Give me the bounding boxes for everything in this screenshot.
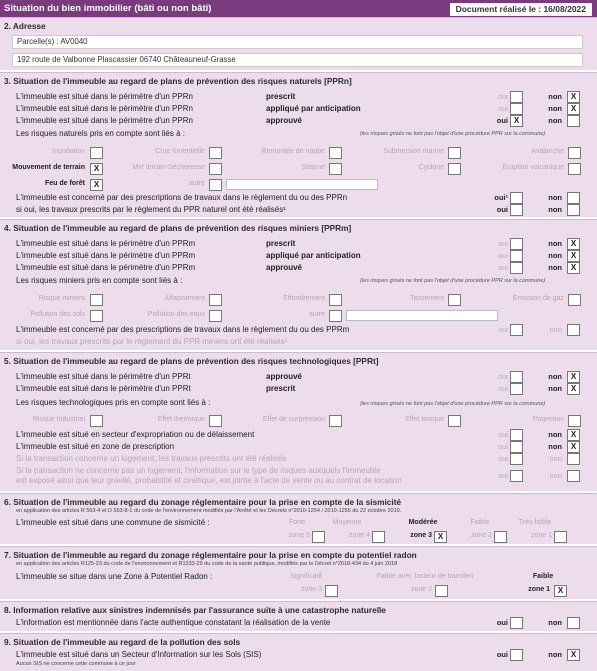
pprn-line-anticipation: L'immeuble est situé dans le périmètre d'un PPRn: [16, 104, 193, 113]
risk-label: Projection: [532, 416, 564, 423]
no-label: non: [548, 251, 562, 260]
section-pprm: [0, 219, 597, 350]
yes-checkbox[interactable]: X: [510, 115, 523, 127]
no-label: non: [549, 471, 562, 480]
expropriation-line: L'immeuble est situé en secteur d'expropriation ou de délaissement: [16, 430, 255, 439]
risk-label: Avalanche: [531, 148, 564, 155]
no-label: non: [548, 92, 562, 101]
risk-checkbox[interactable]: X: [90, 163, 103, 175]
yes-checkbox[interactable]: [510, 649, 523, 661]
no-checkbox[interactable]: X: [567, 649, 580, 661]
works-line: L'immeuble est concerné par des prescriptions de travaux dans le règlement du ou des PPRn: [16, 193, 348, 202]
zone-label: zone 3: [300, 586, 322, 593]
pprt-line-approuve: L'immeuble est situé dans le périmètre d'un PPRt: [16, 372, 191, 381]
risk-label: Séisme: [301, 164, 325, 171]
yes-checkbox[interactable]: [510, 204, 523, 216]
risk-checkbox[interactable]: [568, 415, 581, 427]
pprn-line-prescrit: L'immeuble est situé dans le périmètre d'un PPRn: [16, 92, 193, 101]
risk-checkbox[interactable]: [448, 415, 461, 427]
risk-label: Remontée de nappe: [261, 148, 325, 155]
zone-name: Faible: [470, 519, 490, 526]
section-subtitle: en application des articles R 563-4 et D 563-8-1 du code de l'environnement modifiés par l'Arrêté et les Décrets n°2010-1254 / 2010-1255 du 22 octobre 2010.: [16, 508, 402, 514]
no-checkbox[interactable]: [567, 470, 580, 482]
zone-checkbox[interactable]: X: [434, 531, 447, 543]
zone-checkbox[interactable]: [312, 531, 325, 543]
transaction-non-logement-line: Si la transaction ne concerne pas un logement, l'information sur le type de risques auxquels l'immeuble: [16, 466, 381, 475]
pprn-line-approuve: L'immeuble est situé dans le périmètre d'un PPRn: [16, 116, 193, 125]
risk-label: Eruption volcanique: [502, 164, 564, 171]
section-title: 5. Situation de l'immeuble au regard de plans de prévention des risques technologiques [PPRt]: [4, 356, 379, 366]
risk-checkbox[interactable]: [329, 294, 342, 306]
risk-label: Effet de surpression: [262, 416, 325, 423]
yes-label: oui¹: [494, 193, 508, 202]
document-date: Document réalisé le : 16/08/2022: [449, 2, 593, 17]
pprn-keyword: appliqué par anticipation: [266, 104, 361, 113]
yes-label: oui: [496, 116, 508, 125]
zone-label: zone 2: [470, 532, 492, 539]
pprn-keyword: prescrit: [266, 92, 296, 101]
risk-label: autre: [309, 311, 325, 318]
yes-label: oui: [497, 430, 508, 439]
section-sinistres: [0, 601, 597, 631]
risk-checkbox[interactable]: [209, 294, 222, 306]
zone-label: zone 1: [530, 532, 552, 539]
risk-label: Effondrement: [283, 295, 325, 302]
risks-label: Les risques naturels pris en compte sont liés à :: [16, 129, 185, 138]
yes-label: oui: [497, 251, 508, 260]
transaction-non-logement-line-2: est exposé ainsi que leur gravité, probabilité et cinétique, est jointe à l'acte de vente ou au contrat de location: [16, 476, 402, 485]
risk-label: Cyclone: [418, 164, 444, 171]
pprm-keyword: approuvé: [266, 263, 303, 272]
zone-checkbox[interactable]: [435, 585, 448, 597]
section-title: 7. Situation de l'immeuble au regard du zonage réglementaire pour la prise en compte du potentiel radon: [4, 550, 417, 560]
yes-checkbox[interactable]: [510, 262, 523, 274]
risk-checkbox[interactable]: [90, 294, 103, 306]
sis-note: Aucun SIS ne concerne cette commune à ce jour: [16, 661, 136, 667]
section-radon: [0, 546, 597, 599]
risk-checkbox[interactable]: [568, 163, 581, 175]
risk-checkbox[interactable]: [448, 294, 461, 306]
risk-label-mouvement-terrain: Mouvement de terrain: [12, 164, 85, 171]
no-label: non: [548, 193, 562, 202]
yes-checkbox[interactable]: [510, 617, 523, 629]
no-label: non: [549, 454, 562, 463]
no-checkbox[interactable]: X: [567, 429, 580, 441]
yes-label: oui: [496, 650, 508, 659]
yes-label: oui: [497, 372, 508, 381]
no-label: non: [548, 618, 562, 627]
section-subtitle: en application des articles R125-23 du code de l'environnement et R1333-29 du code de la santé publique, modifiés par le Décret n°2018-434 du 4 juin 2018: [16, 561, 398, 567]
address-field[interactable]: 192 route de Valbonne Plascassier 06740 Châteauneuf-Grasse: [12, 53, 583, 67]
yes-checkbox[interactable]: [510, 238, 523, 250]
zone-name: Faible avec facteur de transfert: [376, 573, 474, 580]
section-address: [0, 17, 597, 70]
risk-label: Emission de gaz: [512, 295, 564, 302]
other-risk-input[interactable]: [346, 310, 498, 321]
no-checkbox[interactable]: [567, 204, 580, 216]
pprm-keyword: prescrit: [266, 239, 296, 248]
section-title: 9. Situation de l'immeuble au regard de la pollution des sols: [4, 637, 241, 647]
no-label: non: [548, 239, 562, 248]
no-label: non: [548, 263, 562, 272]
no-label: non: [548, 650, 562, 659]
no-checkbox[interactable]: X: [567, 250, 580, 262]
zone-label: zone 2: [410, 586, 432, 593]
risk-label: Risque miniers: [38, 295, 85, 302]
zone-checkbox[interactable]: [372, 531, 385, 543]
transaction-logement-line: Si la transaction concerne un logement, les travaux prescrits ont été réalisés: [16, 454, 287, 463]
yes-label: oui: [497, 454, 508, 463]
risk-checkbox[interactable]: [209, 147, 222, 159]
risk-label: Pollution des sols: [30, 311, 85, 318]
parcel-field[interactable]: Parcelle(s) : AV0040: [12, 35, 583, 49]
risks-note: (les risques grisés ne font pas l'objet d'une procédure PPR sur la commune): [360, 278, 546, 284]
zone-label-selected: zone 1: [528, 586, 550, 593]
works-done-line: si oui, les travaux prescrits par le règlement du PPR naturel ont été réalisés¹: [16, 205, 286, 214]
no-label: non: [548, 116, 562, 125]
zone-name-selected: Modérée: [408, 519, 438, 526]
yes-label: oui: [496, 618, 508, 627]
no-checkbox[interactable]: X: [567, 262, 580, 274]
no-checkbox[interactable]: [567, 324, 580, 336]
no-label: non: [548, 442, 562, 451]
zone-checkbox[interactable]: X: [554, 585, 567, 597]
zone-name-selected: Faible: [532, 573, 554, 580]
risk-checkbox[interactable]: [90, 310, 103, 322]
no-checkbox[interactable]: X: [567, 441, 580, 453]
no-label: non: [548, 384, 562, 393]
no-label: non: [549, 325, 562, 334]
section-title: 4. Situation de l'immeuble au regard de plans de prévention des risques miniers [PPRm]: [4, 223, 352, 233]
yes-checkbox[interactable]: [510, 383, 523, 395]
risk-checkbox[interactable]: [90, 147, 103, 159]
zone-label: zone 4: [348, 532, 370, 539]
no-checkbox[interactable]: X: [567, 238, 580, 250]
works-done-line: si oui, les travaux prescrits par le règlement du PPR miniers ont été réalisés¹: [16, 337, 288, 346]
pprn-keyword: approuvé: [266, 116, 303, 125]
risk-checkbox[interactable]: [448, 147, 461, 159]
no-checkbox[interactable]: X: [567, 103, 580, 115]
no-checkbox[interactable]: [567, 192, 580, 204]
risk-checkbox[interactable]: [209, 310, 222, 322]
yes-checkbox[interactable]: [510, 441, 523, 453]
risks-label: Les risques technologiques pris en compte sont liés à :: [16, 398, 211, 407]
risks-note: (les risques grisés ne font pas l'objet d'une procédure PPR sur la commune): [360, 131, 546, 137]
header-title: Situation du bien immobilier (bâti ou non bâti): [4, 3, 212, 14]
zone-label: zone 5: [288, 532, 310, 539]
yes-label: oui: [497, 92, 508, 101]
sinistres-line: L'information est mentionnée dans l'acte authentique constatant la réalisation de la vente: [16, 618, 331, 627]
risks-label: Les risques miniers pris en compte sont liés à :: [16, 276, 183, 285]
section-sismicite: [0, 493, 597, 544]
pprt-keyword: approuvé: [266, 372, 303, 381]
no-label: non: [548, 372, 562, 381]
prescription-line: L'immeuble est situé en zone de prescription: [16, 442, 175, 451]
zone-name: Moyenne: [332, 519, 362, 526]
no-label: non: [548, 430, 562, 439]
zone-checkbox[interactable]: [325, 585, 338, 597]
yes-label: oui: [497, 384, 508, 393]
no-label: non: [548, 104, 562, 113]
no-checkbox[interactable]: X: [567, 383, 580, 395]
form-header: [0, 0, 597, 17]
risk-label: Pollution des eaux: [147, 311, 205, 318]
yes-label: oui: [497, 263, 508, 272]
risk-label: Inondation: [52, 148, 85, 155]
section-pprn: [0, 72, 597, 217]
yes-checkbox[interactable]: [510, 103, 523, 115]
pprm-line-approuve: L'immeuble est situé dans le périmètre d'un PPRm: [16, 263, 196, 272]
zone-name: Significatif: [290, 573, 322, 580]
no-checkbox[interactable]: X: [567, 371, 580, 383]
zone-name: Forte: [288, 519, 306, 526]
yes-checkbox[interactable]: [510, 250, 523, 262]
section-pprt: [0, 352, 597, 491]
risk-label: Effet thermique: [157, 416, 205, 423]
works-line: L'immeuble est concerné par des prescriptions de travaux dans le règlement du ou des PPRm: [16, 325, 350, 334]
section-title: 3. Situation de l'immeuble au regard de plans de prévention des risques naturels [PPRn]: [4, 76, 352, 86]
risk-checkbox[interactable]: [568, 147, 581, 159]
yes-checkbox[interactable]: [510, 371, 523, 383]
risk-label: Effet toxique: [405, 416, 444, 423]
no-checkbox[interactable]: [567, 115, 580, 127]
risk-checkbox[interactable]: [329, 147, 342, 159]
risk-checkbox[interactable]: X: [90, 179, 103, 191]
pprt-line-prescrit: L'immeuble est situé dans le périmètre d'un PPRt: [16, 384, 191, 393]
risk-label: Mvt terrain-Sécheresse: [132, 164, 205, 171]
risks-note: (les risques grisés ne font pas l'objet d'une procédure PPR sur la commune): [360, 401, 546, 407]
risk-checkbox[interactable]: [329, 163, 342, 175]
pprt-keyword: prescrit: [266, 384, 296, 393]
risk-checkbox[interactable]: [329, 415, 342, 427]
risk-label: Affaissement: [164, 295, 205, 302]
zone-checkbox[interactable]: [494, 531, 507, 543]
risk-checkbox[interactable]: [209, 179, 222, 191]
risk-checkbox[interactable]: [329, 310, 342, 322]
risk-label: Crue torrentielle: [155, 148, 205, 155]
no-label: non: [548, 205, 562, 214]
yes-label: oui: [497, 471, 508, 480]
section-title: 8. Information relative aux sinistres indemnisés par l'assurance suite à une catastrophe naturelle: [4, 605, 386, 615]
no-checkbox[interactable]: X: [567, 91, 580, 103]
risk-label: Risque Industriel: [32, 416, 85, 423]
sis-line: L'immeuble est situé dans un Secteur d'Information sur les Sols (SIS): [16, 650, 262, 659]
risk-label: Submersion marine: [383, 148, 444, 155]
yes-label: oui: [497, 442, 508, 451]
no-checkbox[interactable]: [567, 453, 580, 465]
no-checkbox[interactable]: [567, 617, 580, 629]
other-risk-input[interactable]: [226, 179, 378, 190]
yes-checkbox[interactable]: [510, 91, 523, 103]
pprm-line-anticipation: L'immeuble est situé dans le périmètre d'un PPRm: [16, 251, 196, 260]
zone-checkbox[interactable]: [554, 531, 567, 543]
sismicite-label: L'immeuble est situé dans une commune de sismicité :: [16, 518, 210, 527]
risk-checkbox[interactable]: [90, 415, 103, 427]
yes-label: oui: [497, 104, 508, 113]
zone-name: Très faible: [518, 519, 552, 526]
yes-checkbox[interactable]: [510, 429, 523, 441]
section-title: 6. Situation de l'immeuble au regard du zonage réglementaire pour la prise en compte de la sismicité: [4, 497, 402, 507]
yes-checkbox[interactable]: [510, 324, 523, 336]
yes-label: oui: [497, 325, 508, 334]
risk-checkbox[interactable]: [209, 163, 222, 175]
risk-checkbox[interactable]: [209, 415, 222, 427]
zone-label-selected: zone 3: [410, 532, 432, 539]
radon-label: L'immeuble se situe dans une Zone à Potentiel Radon :: [16, 572, 213, 581]
risk-label: Tassement: [410, 295, 444, 302]
risk-label: autre: [189, 180, 205, 187]
risk-label-feu-foret: Feu de forêt: [44, 180, 85, 187]
yes-label: oui: [497, 239, 508, 248]
pprm-line-prescrit: L'immeuble est situé dans le périmètre d'un PPRm: [16, 239, 196, 248]
yes-label: oui: [496, 205, 508, 214]
yes-checkbox[interactable]: [510, 470, 523, 482]
section-pollution-sols: [0, 633, 597, 671]
yes-checkbox[interactable]: [510, 453, 523, 465]
pprm-keyword: appliqué par anticipation: [266, 251, 361, 260]
risk-checkbox[interactable]: [448, 163, 461, 175]
section-title: 2. Adresse: [4, 21, 46, 31]
risk-checkbox[interactable]: [568, 294, 581, 306]
yes-checkbox[interactable]: [510, 192, 523, 204]
